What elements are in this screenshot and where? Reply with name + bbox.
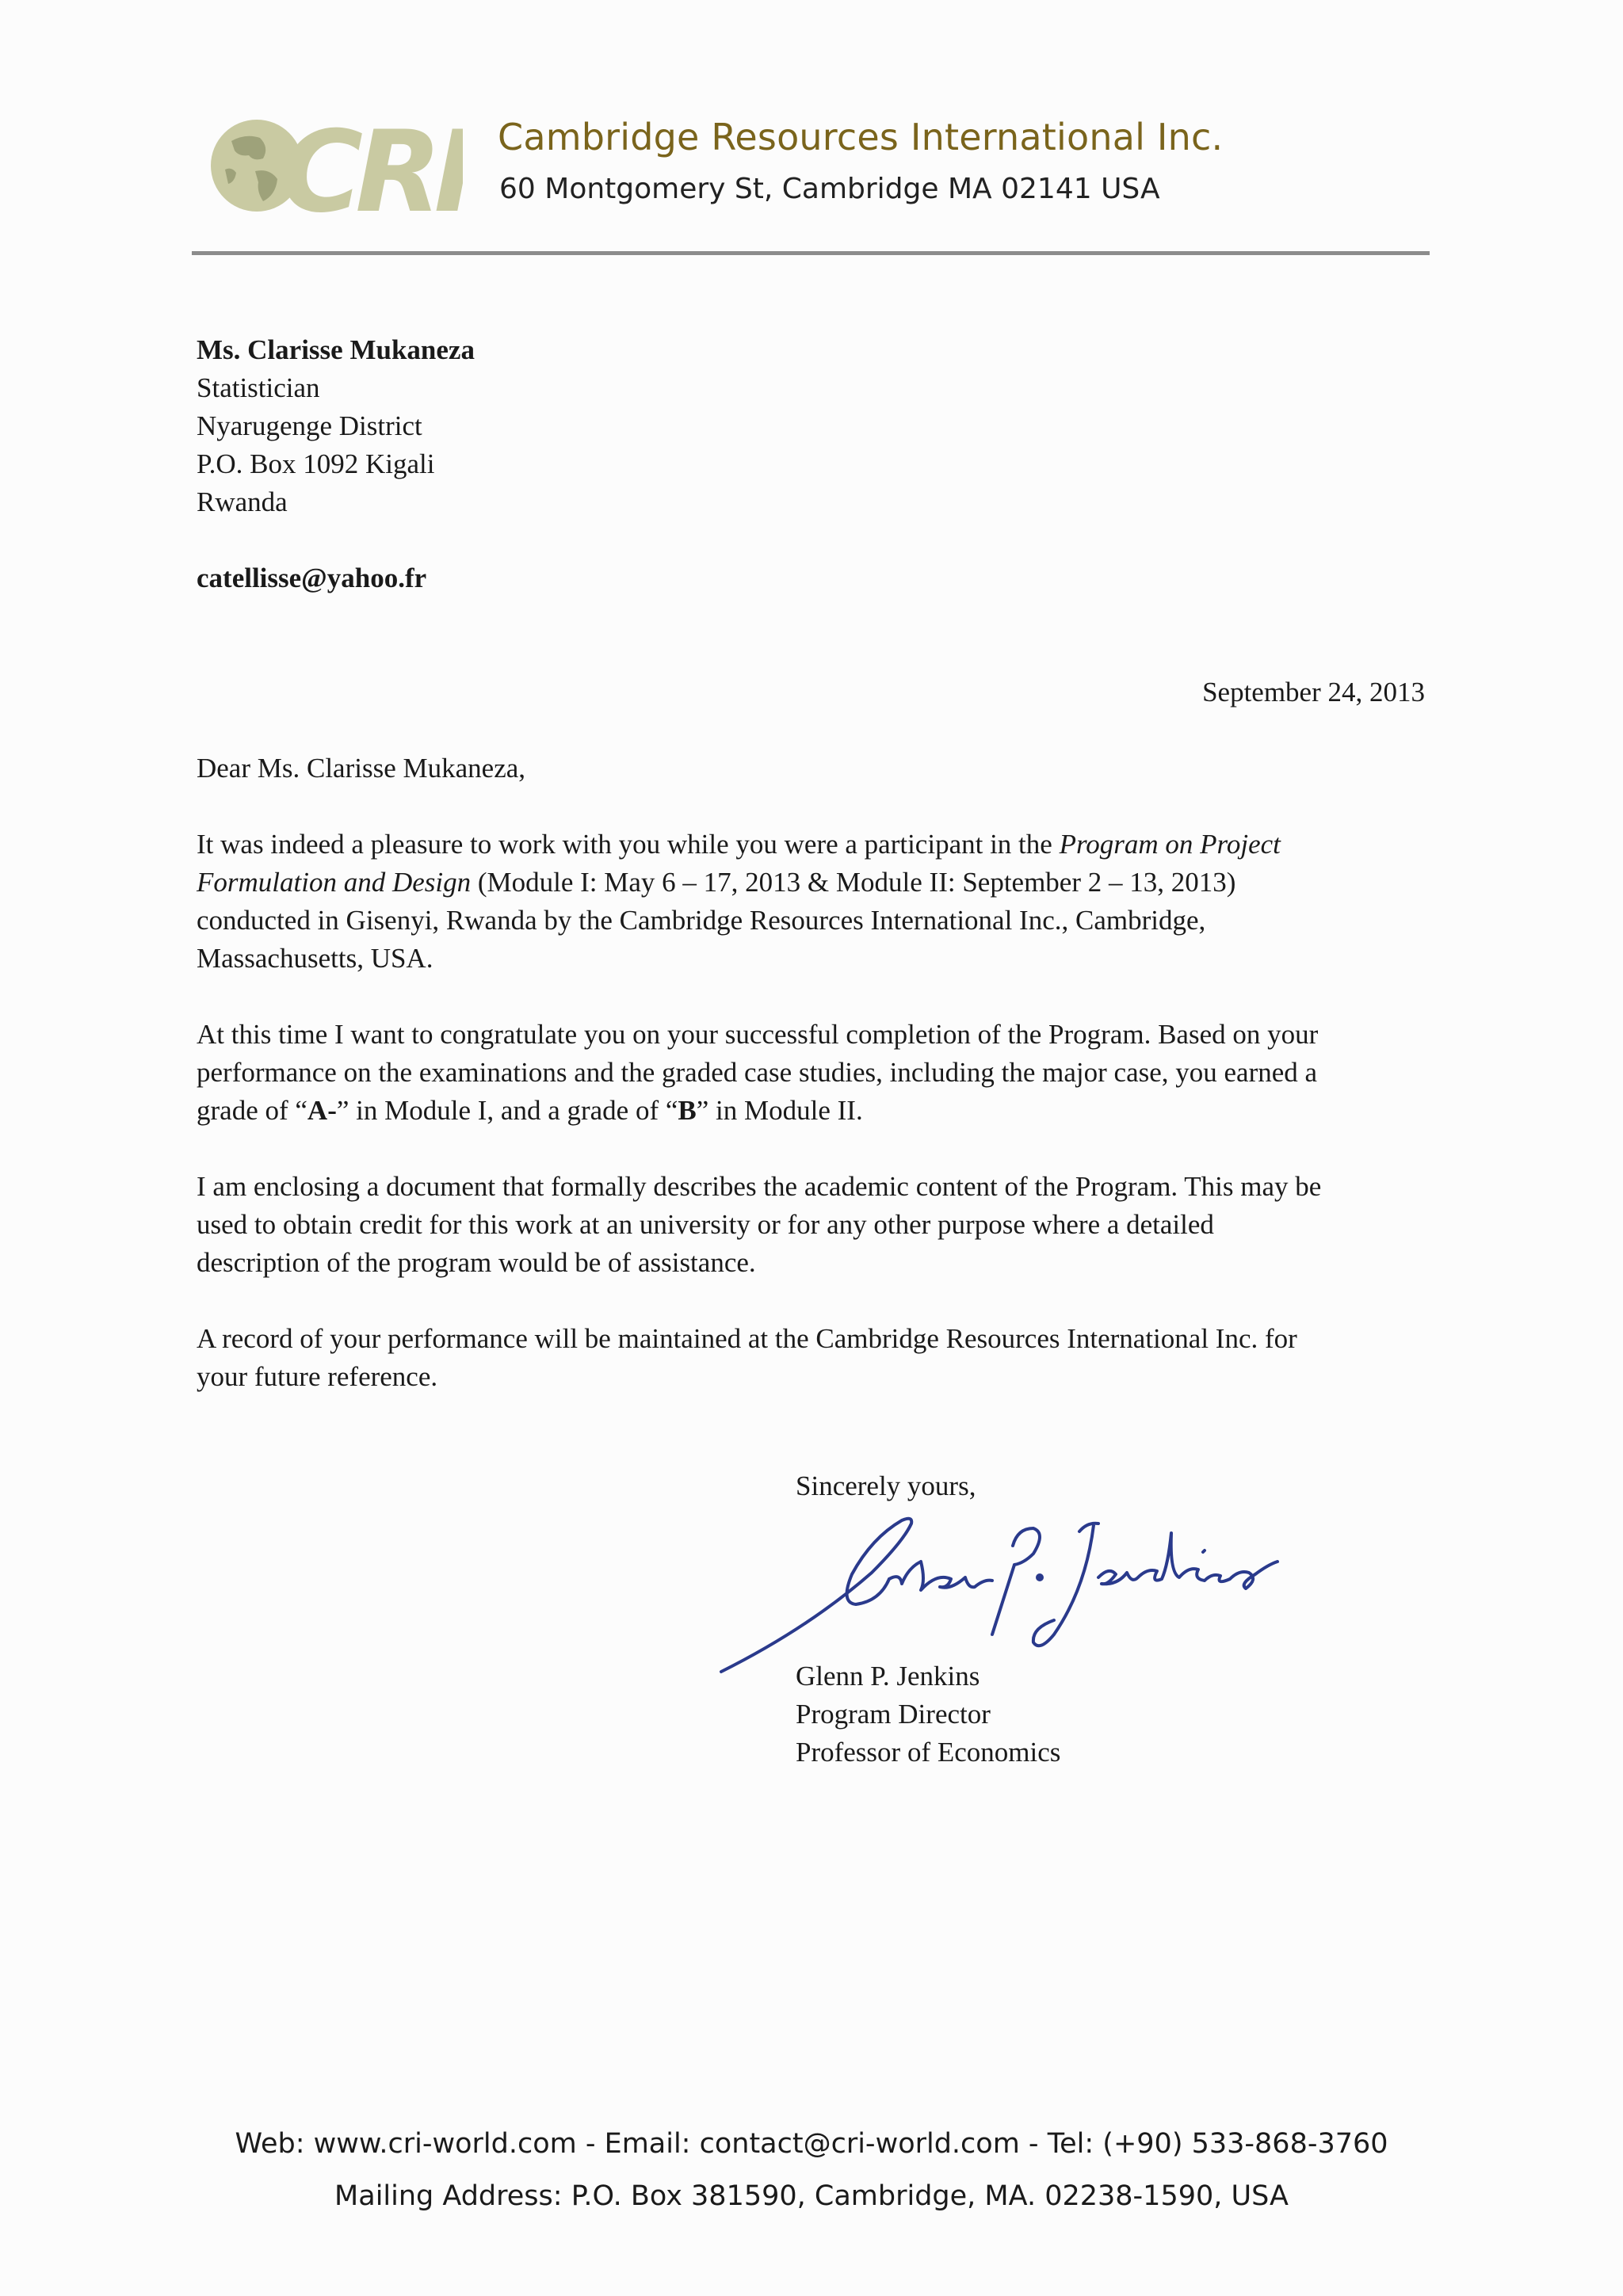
handwritten-signature <box>713 1501 1300 1684</box>
letter-date: September 24, 2013 <box>1202 677 1425 707</box>
text-run: It was indeed a pleasure to work with you while you were a participant in the <box>197 829 1060 860</box>
paragraph-2-line-1: At this time I want to congratulate you on your successful completion of the Program. Based on your <box>197 1019 1319 1050</box>
paragraph-1-line-4: Massachusetts, USA. <box>197 943 433 974</box>
company-name: Cambridge Resources International Inc. <box>498 116 1224 158</box>
logo-letters: CRI <box>281 109 463 222</box>
recipient-po-box: P.O. Box 1092 Kigali <box>197 448 435 479</box>
program-title-part-1: Program on Project <box>1059 829 1281 860</box>
recipient-email: catellisse@yahoo.fr <box>197 563 427 593</box>
recipient-district: Nyarugenge District <box>197 410 422 441</box>
recipient-name: Ms. Clarisse Mukaneza <box>197 334 475 365</box>
paragraph-3-line-3: description of the program would be of assistance. <box>197 1247 756 1278</box>
company-logo <box>208 109 463 222</box>
grade-module-2: B <box>678 1095 697 1126</box>
grade-module-1: A- <box>307 1095 337 1126</box>
paragraph-3 <box>197 1168 1321 1282</box>
text-run: ” in Module I, and a grade of “ <box>336 1095 678 1126</box>
company-address: 60 Montgomery St, Cambridge MA 02141 USA <box>499 173 1160 205</box>
footer-mailing-address: Mailing Address: P.O. Box 381590, Cambridge, MA. 02238-1590, USA <box>334 2180 1289 2212</box>
paragraph-3-line-2: used to obtain credit for this work at an university or for any other purpose where a detailed <box>197 1209 1214 1240</box>
salutation: Dear Ms. Clarisse Mukaneza, <box>197 753 526 784</box>
recipient-title: Statistician <box>197 372 320 403</box>
signatory-role: Program Director <box>796 1699 991 1730</box>
closing: Sincerely yours, <box>796 1470 976 1501</box>
paragraph-1-line-1 <box>197 826 1281 864</box>
paragraph-1-line-3: conducted in Gisenyi, Rwanda by the Cambridge Resources International Inc., Cambridge, <box>197 905 1206 936</box>
paragraph-1-line-2 <box>197 864 1281 902</box>
signatory-title: Professor of Economics <box>796 1737 1061 1768</box>
text-run: (Module I: May 6 – 17, 2013 & Module II: September 2 – 13, 2013) <box>471 867 1236 898</box>
paragraph-4-line-1: A record of your performance will be maintained at the Cambridge Resources International Inc. for <box>197 1323 1297 1354</box>
program-title-part-2: Formulation and Design <box>197 867 472 898</box>
signatory-name: Glenn P. Jenkins <box>796 1661 980 1691</box>
paragraph-2 <box>197 1016 1318 1130</box>
text-run: ” in Module II. <box>696 1095 863 1126</box>
paragraph-2-line-2: performance on the examinations and the graded case studies, including the major case, you earned a <box>197 1057 1318 1088</box>
header-divider <box>192 251 1430 255</box>
footer-contact: Web: www.cri-world.com - Email: contact@cri-world.com - Tel: (+90) 533-868-3760 <box>235 2128 1388 2160</box>
paragraph-4 <box>197 1320 1297 1396</box>
paragraph-2-line-3 <box>197 1092 1318 1130</box>
text-run: grade of “ <box>197 1095 307 1126</box>
paragraph-4-line-2: your future reference. <box>197 1361 438 1392</box>
recipient-country: Rwanda <box>197 486 288 517</box>
paragraph-3-line-1: I am enclosing a document that formally describes the academic content of the Program. This may be <box>197 1171 1322 1202</box>
paragraph-1 <box>197 826 1281 978</box>
